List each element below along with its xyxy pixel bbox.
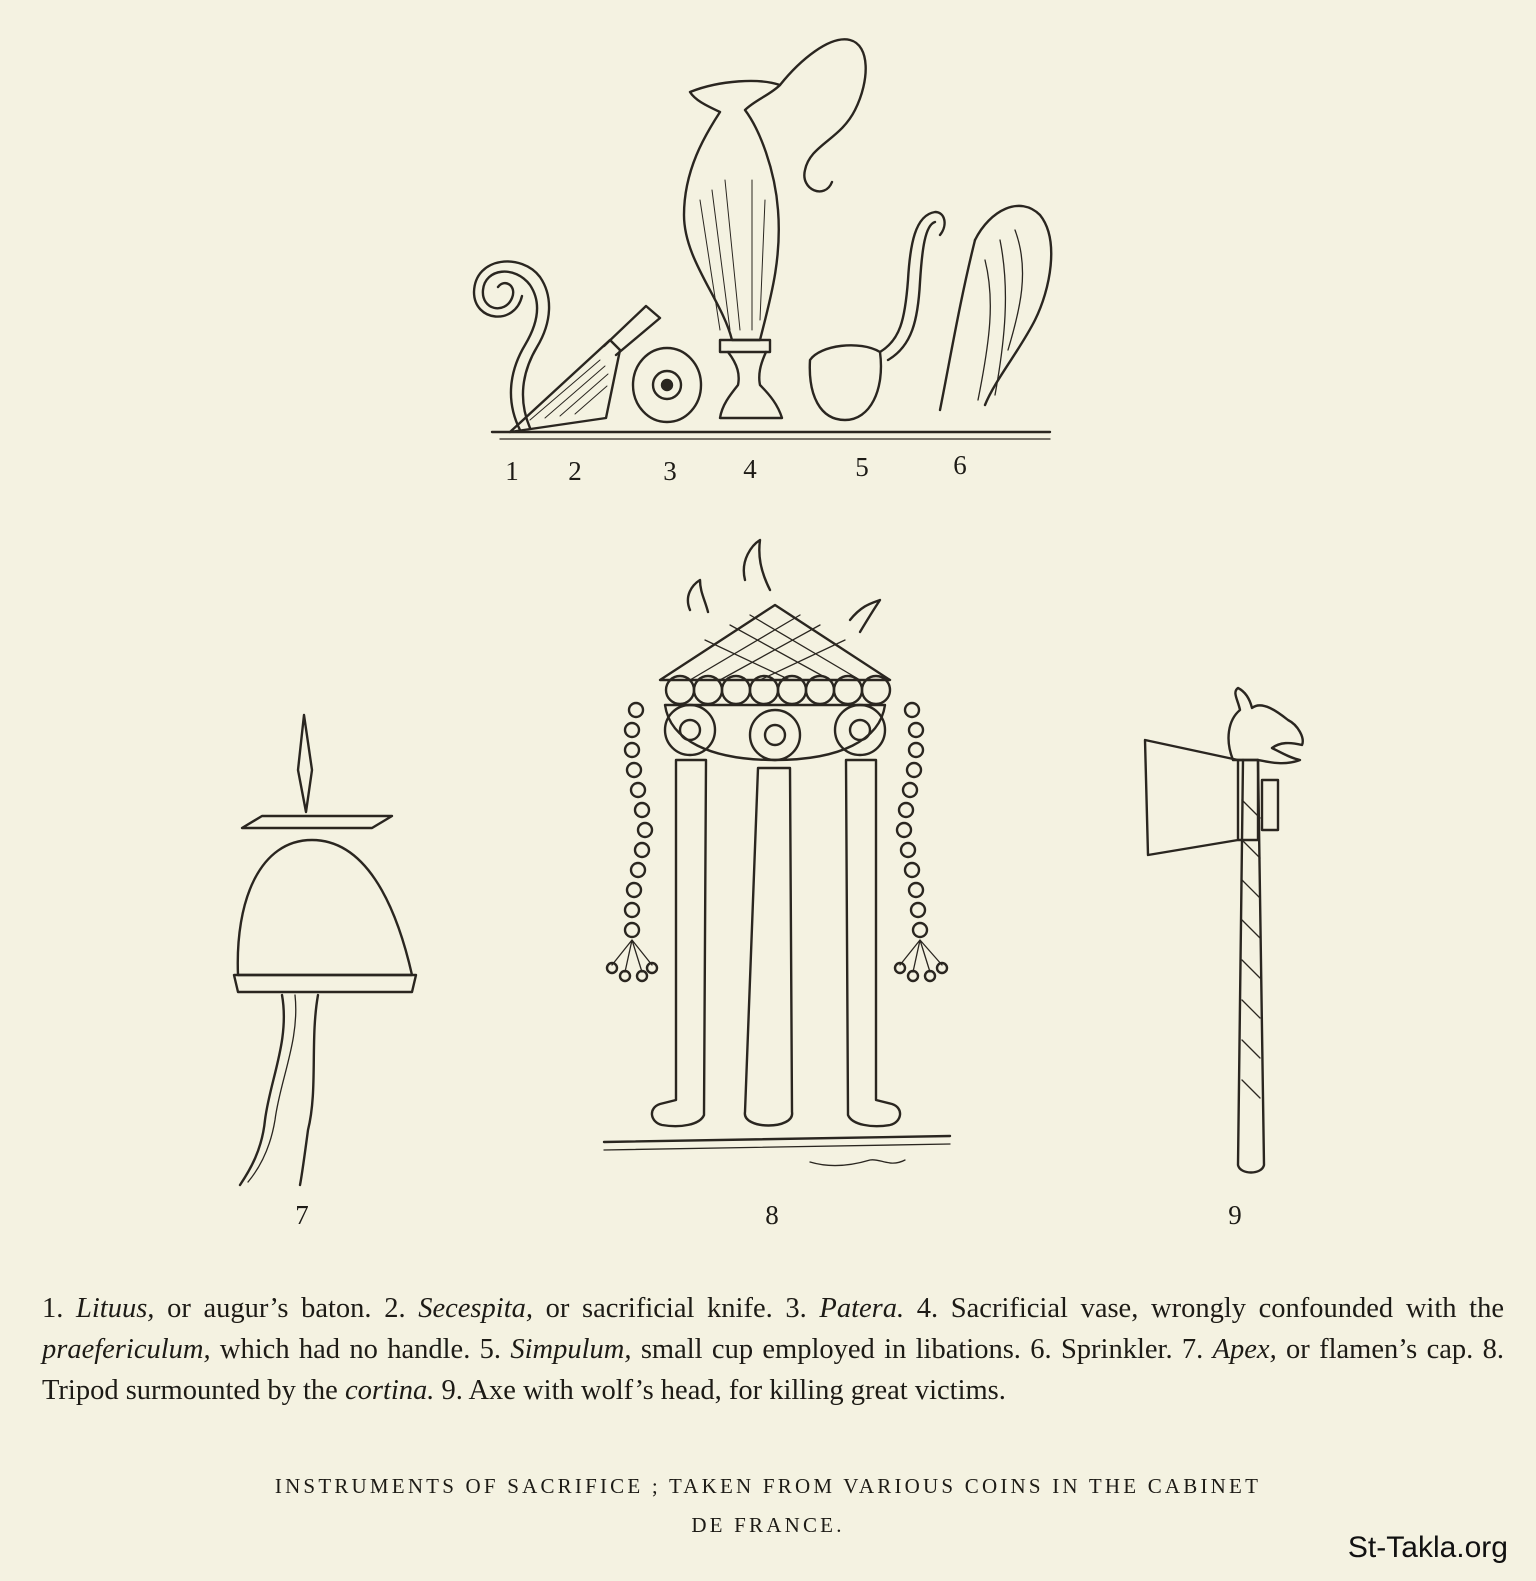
- sacrificial-vase: [684, 39, 866, 418]
- caption-term-lituus: Lituus,: [76, 1293, 155, 1324]
- caption-term-simpulum: Simpulum,: [510, 1334, 632, 1365]
- figure-label-1: 1: [505, 456, 519, 486]
- caption-text: or sacrificial knife. 3.: [533, 1293, 820, 1324]
- plate-title-line-2: DE FRANCE.: [691, 1513, 845, 1537]
- caption-term-praefericulum: praefericulum,: [42, 1334, 211, 1365]
- caption-text: small cup employed in libations. 6. Sprinkler. 7.: [631, 1334, 1213, 1365]
- plate-title-line-1: INSTRUMENTS OF SACRIFICE ; TAKEN FROM VARIOUS COINS IN THE CABINET: [274, 1474, 1262, 1498]
- caption-text: which had no handle. 5.: [210, 1334, 511, 1365]
- caption-term-cortina: cortina.: [344, 1375, 435, 1406]
- figure-label-9: 9: [1228, 1200, 1242, 1230]
- caption-term-secespita: Secespita,: [418, 1293, 533, 1324]
- apex-cap: [234, 715, 416, 1185]
- figure-caption: [42, 1288, 1504, 1411]
- caption-text: or flamen’s cap. 8. Tripod surmounted by the: [42, 1334, 1504, 1406]
- caption-text: or augur’s baton. 2.: [154, 1293, 419, 1324]
- axe-wolf-head: [1145, 688, 1303, 1173]
- caption-text: 4. Sacrificial vase, wrongly confounded with the: [904, 1293, 1504, 1324]
- figure-label-7: 7: [295, 1200, 309, 1230]
- figure-label-2: 2: [568, 456, 582, 486]
- figure-label-3: 3: [663, 456, 677, 486]
- patera: [633, 348, 701, 422]
- figure-label-8: 8: [765, 1200, 779, 1230]
- caption-text: 9. Axe with wolf’s head, for killing great victims.: [434, 1375, 1006, 1406]
- caption-term-patera: Patera.: [819, 1293, 905, 1324]
- lituus: [474, 261, 549, 430]
- caption-text: 1.: [42, 1293, 77, 1324]
- sprinkler: [940, 206, 1051, 410]
- figure-label-5: 5: [855, 452, 869, 482]
- tripod-cortina: [604, 540, 950, 1166]
- watermark: St-Takla.org: [1347, 1531, 1508, 1564]
- figure-label-4: 4: [743, 454, 757, 484]
- top-ground-line: [492, 432, 1050, 439]
- simpulum: [810, 212, 945, 420]
- caption-term-apex: Apex,: [1212, 1334, 1277, 1365]
- figure-label-6: 6: [953, 450, 967, 480]
